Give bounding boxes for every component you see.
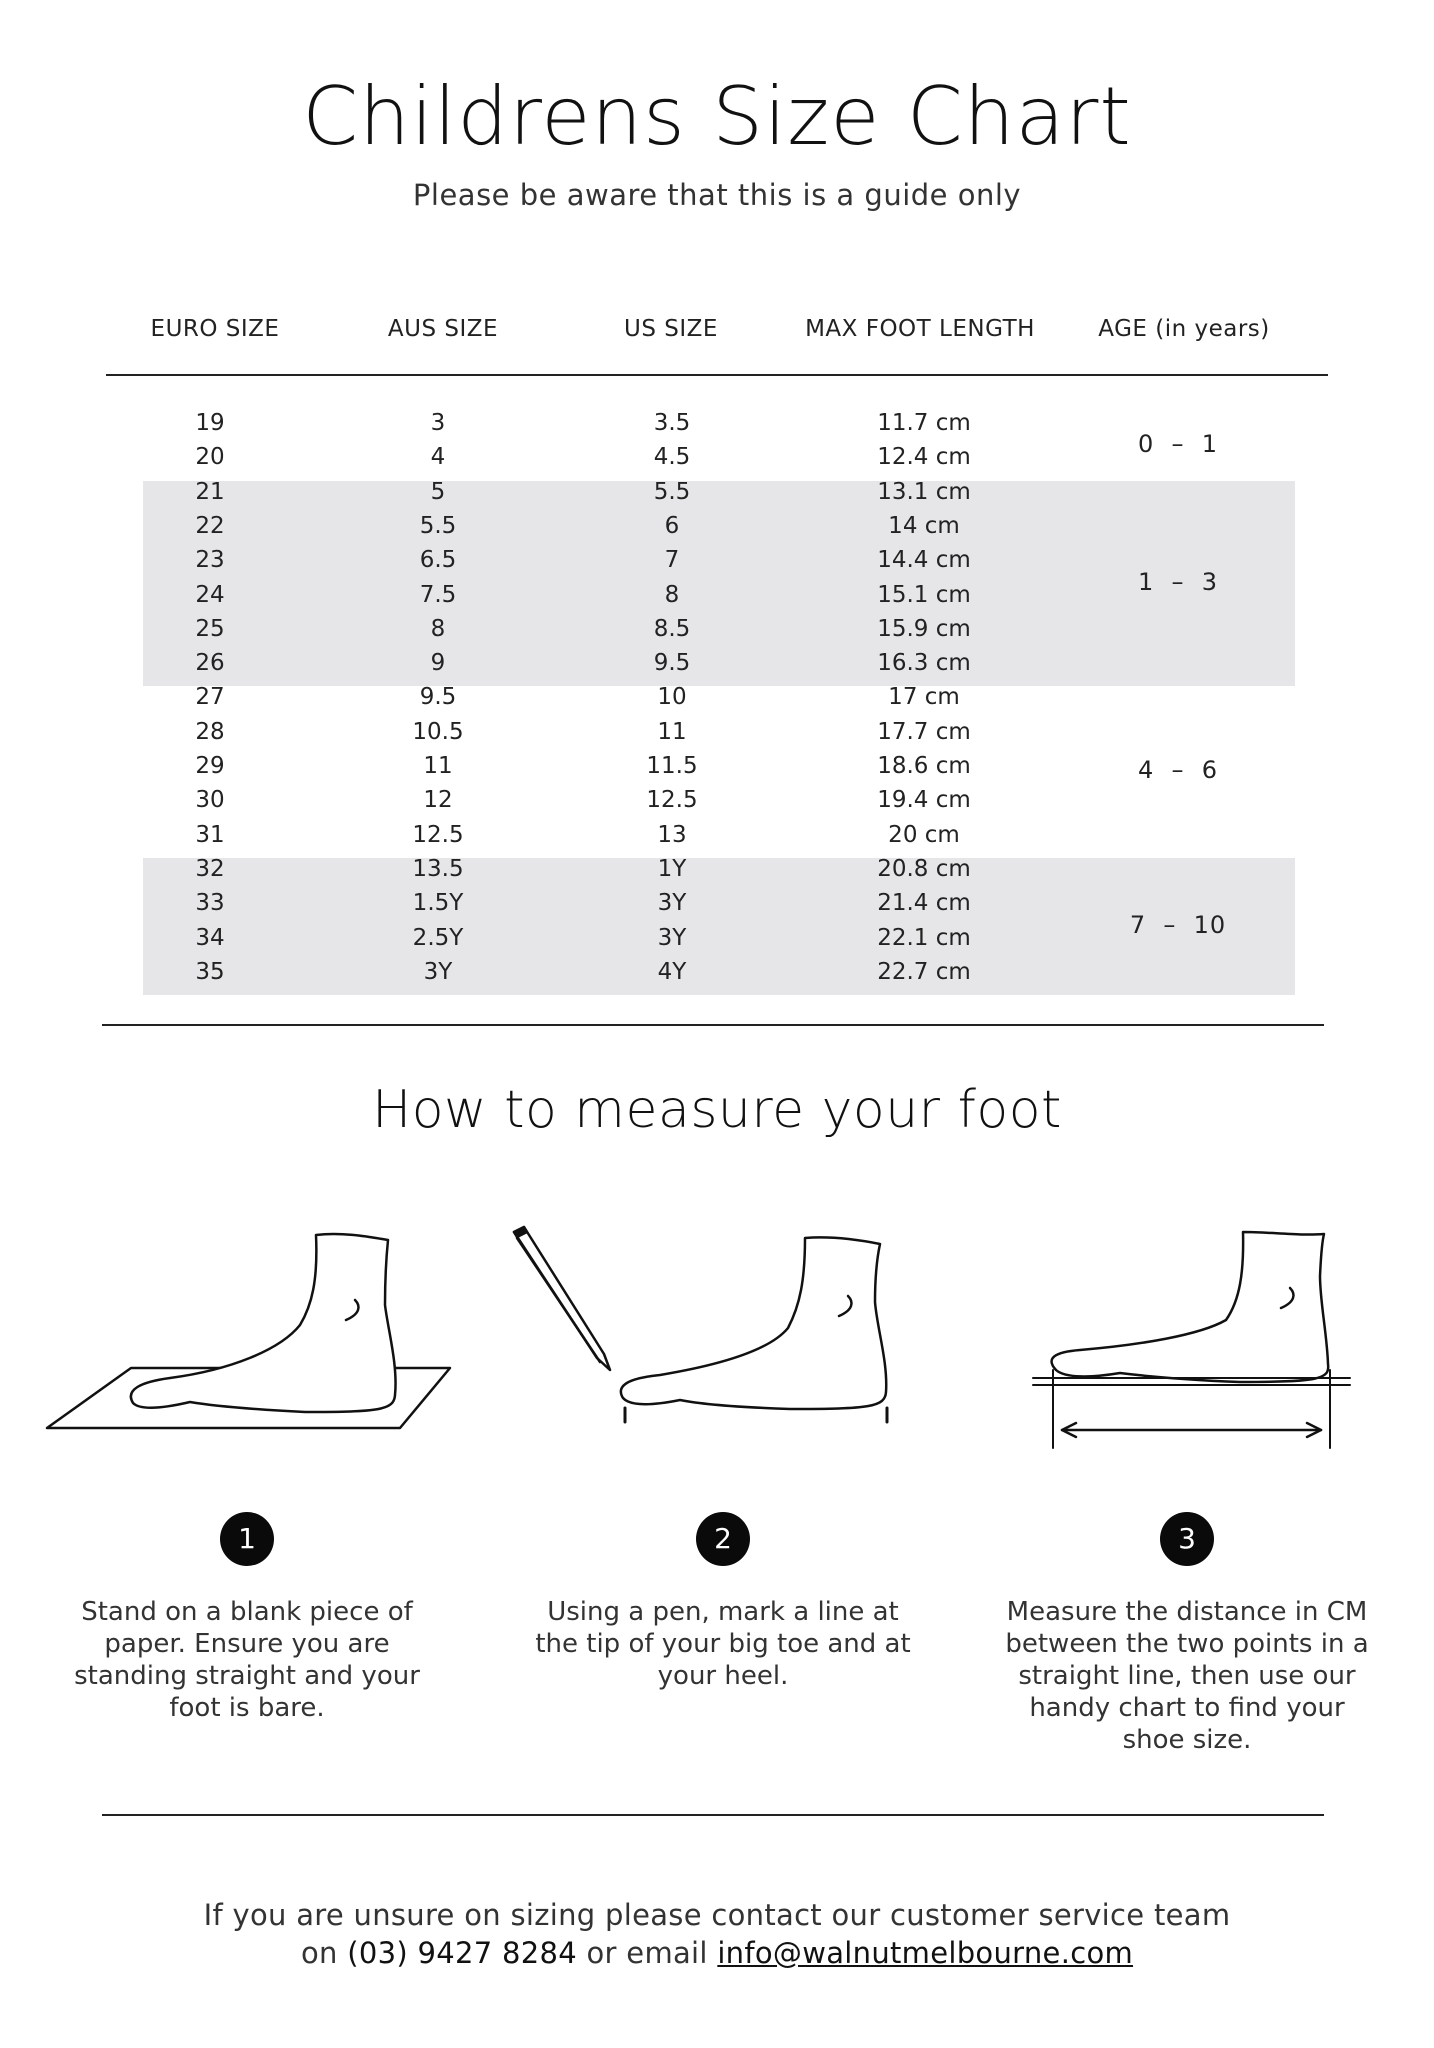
cell-aus: 3 <box>430 410 446 436</box>
table-row <box>0 406 1434 440</box>
cell-length: 11.7 cm <box>877 410 971 436</box>
cell-aus: 10.5 <box>412 718 464 745</box>
cell-us: 7 <box>664 547 680 574</box>
cell-aus: 11 <box>423 753 453 779</box>
foot-outline-1 <box>131 1234 396 1412</box>
cell-length: 15.9 cm <box>877 615 971 642</box>
col-max-foot-length: MAX FOOT LENGTH <box>805 316 1035 342</box>
age-range: 0 – 1 <box>1137 430 1219 459</box>
cell-aus: 12 <box>423 787 453 814</box>
table-header <box>108 316 1330 356</box>
step-3-text: Measure the distance in CM between the two points in a straight line, then use our handy chart to find your shoe size. <box>1005 1597 1369 1755</box>
table-row <box>0 543 1434 577</box>
cell-aus: 8 <box>430 615 446 642</box>
cell-length: 15.1 cm <box>877 581 971 608</box>
cell-us: 10 <box>657 684 687 711</box>
foot-outline-2 <box>621 1237 886 1409</box>
cell-us: 6 <box>664 512 680 539</box>
cell-length: 14 cm <box>888 512 960 539</box>
cell-us: 12.5 <box>646 787 698 814</box>
pencil-marking-illustration <box>514 1227 887 1422</box>
cell-euro: 27 <box>195 684 225 711</box>
cell-euro: 30 <box>195 787 225 814</box>
ruler-measurement-illustration <box>1033 1232 1350 1448</box>
age-range: 7 – 10 <box>1129 910 1227 939</box>
table-top-divider <box>106 374 1328 376</box>
cell-aus: 3Y <box>423 958 453 985</box>
cell-euro: 31 <box>195 821 225 848</box>
cell-euro: 35 <box>195 958 225 985</box>
age-range: 1 – 3 <box>1137 567 1219 596</box>
cell-length: 16.3 cm <box>877 650 971 677</box>
table-bottom-divider <box>102 1024 1324 1026</box>
cell-aus: 9 <box>430 650 446 677</box>
table-row <box>0 475 1434 509</box>
table-row <box>0 783 1434 817</box>
cell-aus: 12.5 <box>412 821 464 848</box>
cell-us: 4.5 <box>653 444 691 471</box>
cell-euro: 28 <box>195 718 225 745</box>
cell-aus: 13.5 <box>412 855 464 882</box>
col-us-size: US SIZE <box>624 316 718 342</box>
cell-euro: 34 <box>195 924 225 951</box>
table-row <box>0 715 1434 749</box>
cell-us: 8 <box>664 581 680 608</box>
page-subtitle: Please be aware that this is a guide only <box>412 178 1022 212</box>
footer-divider <box>102 1814 1324 1816</box>
cell-aus: 6.5 <box>419 547 457 574</box>
cell-us: 13 <box>657 821 687 848</box>
cell-length: 12.4 cm <box>877 444 971 471</box>
footer-line-1: If you are unsure on sizing please contact our customer service team <box>203 1898 1231 1932</box>
cell-euro: 20 <box>195 444 225 471</box>
step-2-text: Using a pen, mark a line at the tip of your big toe and at your heel. <box>535 1597 911 1691</box>
table-row <box>0 509 1434 543</box>
measure-illustrations <box>0 1210 1434 1500</box>
col-aus-size: AUS SIZE <box>387 316 499 342</box>
phone-link[interactable]: (03) 9427 8284 <box>347 1936 577 1970</box>
table-row <box>0 749 1434 783</box>
email-link[interactable]: info@walnutmelbourne.com <box>717 1936 1134 1970</box>
cell-length: 17 cm <box>888 684 960 711</box>
cell-aus: 2.5Y <box>412 924 464 951</box>
footer-line-2 <box>0 1934 1434 1972</box>
cell-us: 11 <box>657 718 687 745</box>
cell-euro: 19 <box>195 410 225 436</box>
foot-on-paper-illustration <box>47 1234 450 1428</box>
cell-length: 22.7 cm <box>877 958 971 985</box>
cell-us: 3Y <box>657 890 687 917</box>
cell-length: 20.8 cm <box>877 855 971 882</box>
cell-length: 22.1 cm <box>877 924 971 951</box>
cell-euro: 26 <box>195 650 225 677</box>
cell-euro: 23 <box>195 547 225 574</box>
footer-prefix: on <box>300 1936 338 1970</box>
cell-aus: 5 <box>430 478 446 505</box>
cell-aus: 5.5 <box>419 512 457 539</box>
age-range: 4 – 6 <box>1137 756 1219 785</box>
cell-length: 14.4 cm <box>877 547 971 574</box>
cell-length: 20 cm <box>888 821 960 848</box>
cell-us: 5.5 <box>653 478 691 505</box>
table-row <box>0 818 1434 852</box>
table-row <box>0 955 1434 989</box>
cell-us: 3.5 <box>653 410 691 436</box>
table-row <box>0 680 1434 714</box>
cell-length: 18.6 cm <box>877 753 971 779</box>
page-title: Childrens Size Chart <box>302 70 1132 163</box>
footer-contact <box>0 1896 1434 1972</box>
cell-us: 3Y <box>657 924 687 951</box>
cell-aus: 1.5Y <box>412 890 464 917</box>
measure-title: How to measure your foot <box>372 1080 1062 1140</box>
cell-euro: 32 <box>195 855 225 882</box>
table-row <box>0 440 1434 474</box>
cell-euro: 21 <box>195 478 225 505</box>
table-row <box>0 612 1434 646</box>
cell-euro: 22 <box>195 512 225 539</box>
cell-us: 4Y <box>657 958 687 985</box>
table-row <box>0 578 1434 612</box>
cell-us: 1Y <box>657 855 687 882</box>
table-row <box>0 646 1434 680</box>
cell-euro: 29 <box>195 753 225 779</box>
footer-middle: or email <box>586 1936 708 1970</box>
cell-aus: 4 <box>430 444 446 471</box>
table-row <box>0 852 1434 886</box>
step-3-badge: 3 <box>1160 1512 1214 1566</box>
col-euro-size: EURO SIZE <box>150 316 280 342</box>
step-1-badge: 1 <box>220 1512 274 1566</box>
cell-us: 8.5 <box>653 615 691 642</box>
cell-euro: 33 <box>195 890 225 917</box>
pencil-icon <box>514 1227 610 1370</box>
cell-length: 17.7 cm <box>877 718 971 745</box>
cell-us: 9.5 <box>653 650 691 677</box>
foot-outline-3 <box>1052 1232 1329 1382</box>
col-age: AGE (in years) <box>1098 316 1270 342</box>
step-1-text: Stand on a blank piece of paper. Ensure you are standing straight and your foot is bare. <box>74 1597 420 1723</box>
step-2-badge: 2 <box>696 1512 750 1566</box>
cell-us: 11.5 <box>646 753 698 779</box>
cell-aus: 7.5 <box>419 581 457 608</box>
cell-length: 13.1 cm <box>877 478 971 505</box>
cell-length: 19.4 cm <box>877 787 971 814</box>
cell-euro: 24 <box>195 581 225 608</box>
cell-aus: 9.5 <box>419 684 457 711</box>
cell-euro: 25 <box>195 615 225 642</box>
cell-length: 21.4 cm <box>877 890 971 917</box>
